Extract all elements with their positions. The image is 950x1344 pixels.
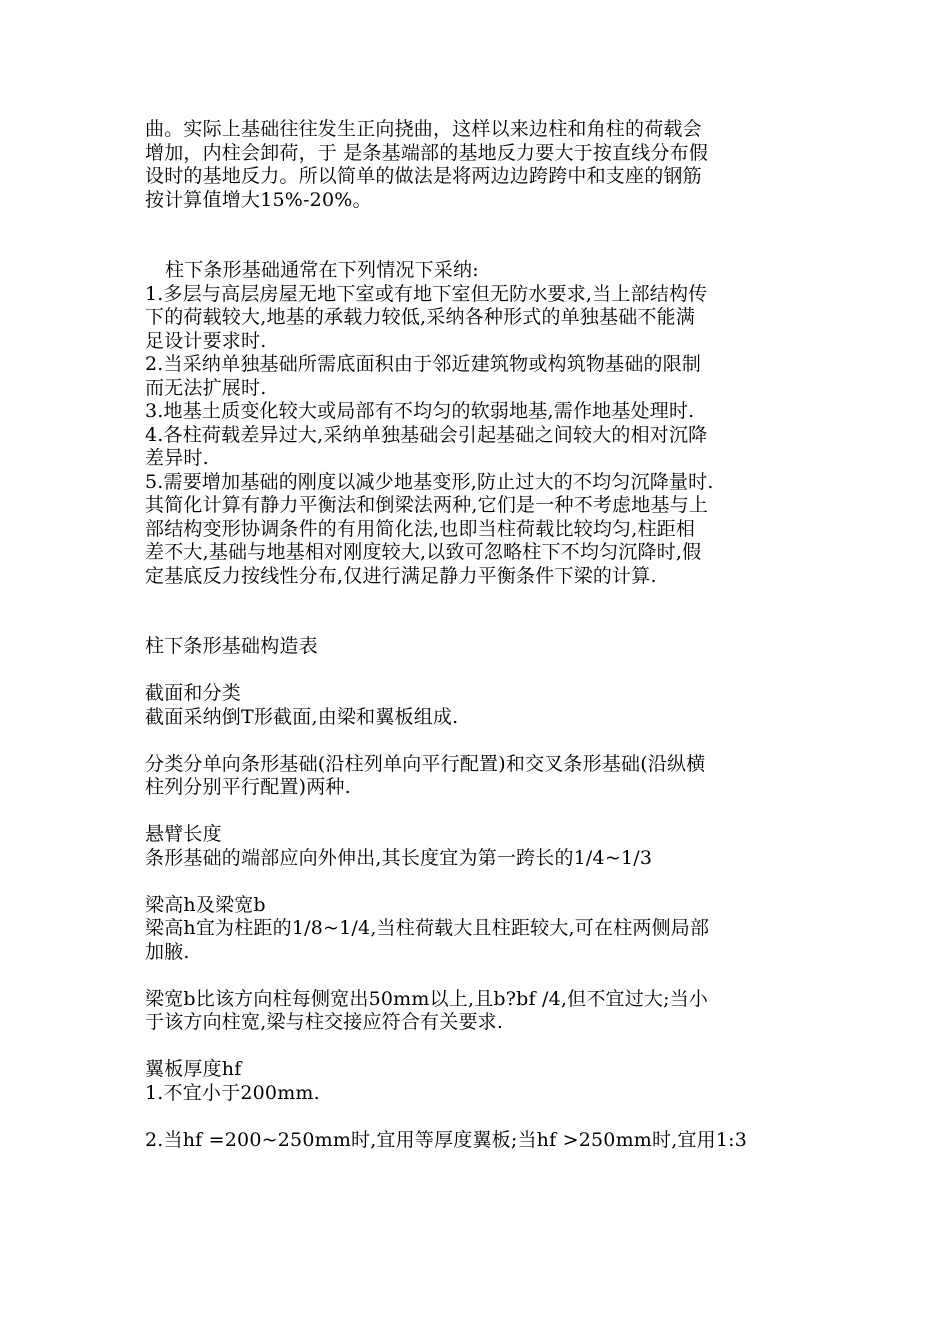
text-line: 曲。实际上基础往往发生正向挠曲，这样以来边柱和角柱的荷载会 — [145, 118, 702, 140]
blank-line — [145, 964, 810, 988]
text-line: 定基底反力按线性分布,仅进行满足静力平衡条件下梁的计算. — [145, 564, 657, 587]
text-line: 1.多层与高层房屋无地下室或有地下室但无防水要求,当上部结构传 — [145, 282, 708, 305]
subheading: 悬臂长度 — [145, 823, 222, 845]
text-line: 梁宽b比该方向柱每侧宽出50mm以上,且b?bf /4,但不宜过大;当小 — [145, 987, 709, 1010]
text-line: 分类分单向条形基础(沿柱列单向平行配置)和交叉条形基础(沿纵横 — [145, 752, 706, 775]
section-heading: 柱下条形基础构造表 — [145, 635, 318, 657]
text-line: 加腋. — [145, 940, 190, 963]
text-line: 而无法扩展时. — [145, 376, 267, 399]
text-line: 条形基础的端部应向外伸出,其长度宜为第一跨长的1/4~1/3 — [145, 846, 653, 869]
text-line: 柱列分别平行配置)两种. — [145, 776, 351, 798]
text-line: 部结构变形协调条件的有用简化法,也即当柱荷载比较均匀,柱距相 — [145, 517, 696, 540]
subheading: 截面和分类 — [145, 682, 242, 704]
text-line: 梁高h宜为柱距的1/8~1/4,当柱荷载大且柱距较大,可在柱两侧局部 — [145, 917, 710, 939]
blank-line — [145, 870, 810, 894]
blank-line — [145, 588, 810, 612]
text-line: 4.各柱荷载差异过大,采纳单独基础会引起基础之间较大的相对沉降 — [145, 423, 708, 446]
text-line: 差异时. — [145, 447, 209, 469]
blank-line — [145, 236, 810, 260]
section-intro: 柱下条形基础通常在下列情况下采纳: — [165, 259, 479, 281]
text-line: 增加，内柱会卸荷，于 是条基端部的基地反力要大于按直线分布假 — [145, 141, 709, 164]
text-line: 2.当hf =200~250mm时,宜用等厚度翼板;当hf >250mm时,宜用1:3 — [145, 1128, 748, 1151]
text-line: 差不大,基础与地基相对刚度较大,以致可忽略柱下不均匀沉降时,假 — [145, 541, 702, 563]
blank-line — [145, 729, 810, 753]
text-line: 下的荷载较大,地基的承载力较低,采纳各种形式的单独基础不能满 — [145, 306, 696, 328]
blank-line — [145, 1105, 810, 1129]
subheading: 翼板厚度hf — [145, 1058, 242, 1080]
text-line: 其简化计算有静力平衡法和倒梁法两种,它们是一种不考虑地基与上 — [145, 494, 709, 516]
text-line: 1.不宜小于200mm. — [145, 1081, 320, 1104]
blank-line — [145, 612, 810, 636]
text-line: 按计算值增大15%-20%。 — [145, 188, 372, 211]
blank-line — [145, 800, 810, 824]
subheading: 梁高h及梁宽b — [145, 893, 266, 916]
text-line: 于该方向柱宽,梁与柱交接应符合有关要求. — [145, 1011, 504, 1033]
text-line: 足设计要求时. — [145, 329, 267, 352]
blank-line — [145, 659, 810, 683]
text-line: 2.当采纳单独基础所需底面积由于邻近建筑物或构筑物基础的限制 — [145, 353, 702, 375]
text-line: 3.地基土质变化较大或局部有不均匀的软弱地基,需作地基处理时. — [145, 400, 695, 422]
text-line: 截面采纳倒T形截面,由梁和翼板组成. — [145, 705, 459, 728]
document-page — [145, 118, 810, 1152]
text-line: 5.需要增加基础的刚度以减少地基变形,防止过大的不均匀沉降量时. — [145, 470, 714, 493]
text-line: 设时的基地反力。所以简单的做法是将两边边跨跨中和支座的钢筋 — [145, 165, 702, 187]
blank-line — [145, 212, 810, 236]
blank-line — [145, 1035, 810, 1059]
